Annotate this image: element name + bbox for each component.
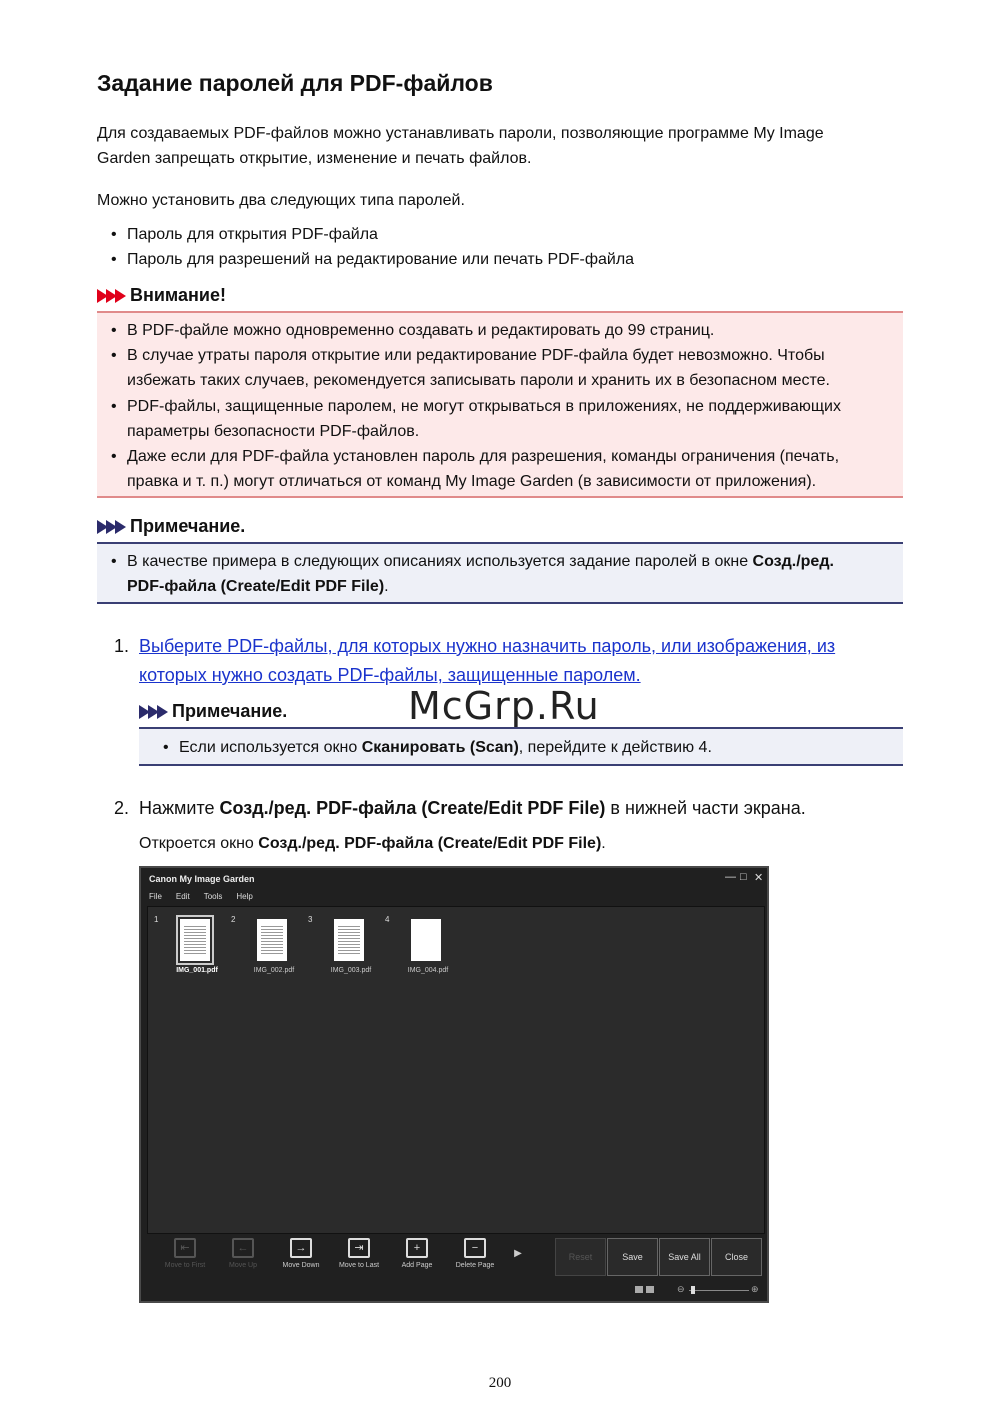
note-box	[97, 542, 903, 604]
list-item: • Даже если для PDF-файла установлен пароль для разрешения, команды ограничения (печать, правка и т. п.) могут отличаться от команд My Image Garden (в зависимости от приложения).	[111, 448, 840, 490]
note-heading: Примечание.	[139, 701, 287, 722]
note-heading: Примечание.	[97, 516, 245, 537]
close-button[interactable]: Close	[711, 1238, 762, 1276]
more-arrow-icon[interactable]: ▶	[514, 1248, 522, 1259]
page-number: 200	[488, 1375, 512, 1391]
list-item: • В случае утраты пароля открытие или редактирование PDF-файла будет невозможно. Чтобы избежать таких случаев, рекомендуется записывать пароли и хранить их в безопасном месте.	[111, 347, 830, 389]
move-to-first-button[interactable]: ⇤ Move to First	[159, 1238, 211, 1269]
note-arrows-icon	[97, 520, 124, 534]
menu-bar	[149, 892, 253, 901]
zoom-in-icon[interactable]: ⊕	[751, 1284, 759, 1294]
list-item: • Пароль для открытия PDF-файла	[111, 226, 378, 243]
move-to-first-icon: ⇤	[174, 1238, 196, 1258]
step-number: 1.	[114, 636, 130, 656]
pdf-page-icon	[334, 919, 364, 961]
zoom-slider-handle[interactable]	[691, 1286, 695, 1294]
save-button[interactable]: Save	[607, 1238, 658, 1276]
caution-heading: Внимание!	[97, 285, 226, 306]
list-item: • Пароль для разрешений на редактирование или печать PDF-файла	[111, 251, 635, 268]
step2-text: Нажмите Созд./ред. PDF-файла (Create/Edit PDF File) в нижней части экрана.	[139, 798, 806, 818]
add-page-icon: +	[406, 1238, 428, 1258]
delete-page-button[interactable]: − Delete Page	[449, 1238, 501, 1269]
step1-link-line[interactable]: которых нужно создать PDF-файлы, защищенные паролем.	[139, 665, 641, 685]
toolbar	[147, 1236, 763, 1280]
zoom-out-icon[interactable]: ⊖	[677, 1284, 685, 1294]
step-number: 2.	[114, 798, 130, 818]
pdf-page-icon	[180, 919, 210, 961]
save-all-button[interactable]: Save All	[659, 1238, 710, 1276]
types-lead: Можно установить два следующих типа паролей.	[97, 192, 465, 209]
list-item: • PDF-файлы, защищенные паролем, не могут открываться в приложениях, не поддерживающих параметры безопасности PDF-файлов.	[111, 398, 841, 440]
view-grid-icon[interactable]	[635, 1286, 643, 1293]
window-title: Canon My Image Garden	[149, 874, 255, 884]
zoom-slider[interactable]	[689, 1290, 749, 1291]
intro-line: Для создаваемых PDF-файлов можно устанавливать пароли, позволяющие программе My Image	[97, 125, 824, 142]
menu-edit[interactable]: Edit	[175, 892, 190, 901]
note-box	[139, 727, 903, 766]
thumbnail-area: 1 IMG_001.pdf 2 IMG_002.pdf 3 IMG_003.pdf 4 IMG_004.pdf	[147, 906, 765, 1234]
caution-arrows-icon	[97, 289, 124, 303]
intro-line: Garden запрещать открытие, изменение и печать файлов.	[97, 150, 532, 167]
menu-file[interactable]: File	[149, 892, 162, 901]
note-arrows-icon	[139, 705, 166, 719]
list-item: • В PDF-файле можно одновременно создавать и редактировать до 99 страниц.	[111, 322, 715, 339]
list-item: • Если используется окно Сканировать (Scan), перейдите к действию 4.	[163, 739, 712, 756]
step2-subtext: Откроется окно Созд./ред. PDF-файла (Create/Edit PDF File).	[139, 835, 606, 852]
step1-link-line[interactable]: Выберите PDF-файлы, для которых нужно назначить пароль, или изображения, из	[139, 636, 836, 656]
menu-help[interactable]: Help	[236, 892, 253, 901]
move-to-last-icon: ⇥	[348, 1238, 370, 1258]
move-to-last-button[interactable]: ⇥ Move to Last	[333, 1238, 385, 1269]
watermark: McGrp.Ru	[408, 684, 600, 728]
list-item: • В качестве примера в следующих описаниях используется задание паролей в окне Созд./ред. PDF-файла (Create/Edit PDF File).	[111, 553, 834, 595]
move-down-button[interactable]: → Move Down	[275, 1238, 327, 1269]
pdf-page-icon	[257, 919, 287, 961]
close-icon[interactable]: ✕	[754, 872, 764, 884]
menu-tools[interactable]: Tools	[203, 892, 223, 901]
reset-button[interactable]: Reset	[555, 1238, 606, 1276]
app-window	[139, 866, 769, 1303]
move-up-icon: ←	[232, 1238, 254, 1258]
intro-paragraph	[97, 121, 824, 171]
move-up-button[interactable]: ← Move Up	[217, 1238, 269, 1269]
move-down-icon: →	[290, 1238, 312, 1258]
pdf-page-icon	[411, 919, 441, 961]
view-single-icon[interactable]	[646, 1286, 654, 1293]
minimize-icon[interactable]: —	[725, 871, 736, 883]
delete-page-icon: −	[464, 1238, 486, 1258]
caution-box	[97, 311, 903, 498]
status-bar	[147, 1282, 763, 1298]
add-page-button[interactable]: + Add Page	[391, 1238, 443, 1269]
page-title: Задание паролей для PDF-файлов	[97, 70, 493, 96]
step1-link[interactable]	[139, 632, 835, 690]
maximize-icon[interactable]: □	[740, 871, 747, 883]
